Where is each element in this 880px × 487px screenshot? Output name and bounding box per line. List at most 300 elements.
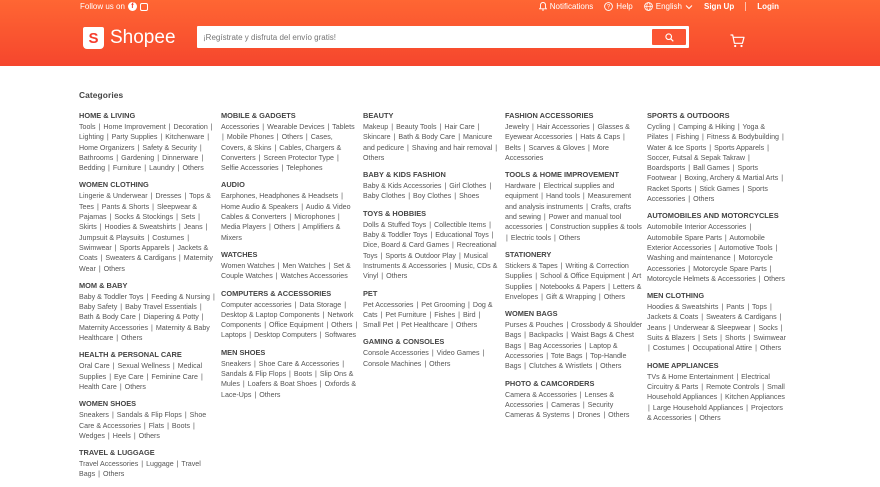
subcategory-link[interactable]: Computer accessories [221,300,292,309]
subcategory-link[interactable]: Automobile Interior Accessories [647,223,747,232]
subcategory-link[interactable]: Feminine Care [151,372,198,381]
subcategory-link[interactable]: Yoga & Pilates [647,123,766,142]
subcategory-link[interactable]: Sweaters & Cardigans [706,313,777,322]
subcategory-link[interactable]: Maternity Wear [79,254,213,273]
subcategory-link[interactable]: Security Cameras & Systems [505,400,614,420]
subcategory-link[interactable]: Underwear & Sleepwear [673,323,751,332]
subcategory-link[interactable]: Stickers & Tapes [505,261,558,270]
subcategory-link[interactable]: Dresses [155,192,182,201]
help-label: Help [616,2,633,11]
subcategory-link[interactable]: Gift & Wrapping [545,292,596,301]
subcategory-link[interactable]: Screen Protector Type [263,153,334,162]
separator: | [545,223,548,232]
subcategory-link[interactable]: Glasses & Eyewear Accessories [505,123,630,142]
subcategory-link[interactable]: Oral Care [79,362,110,371]
subcategory-link[interactable]: Swimwear [79,243,112,252]
subcategory-link[interactable]: Cycling [647,123,671,131]
subcategory-link[interactable]: School & Office Equipment [540,272,625,281]
subcategory-link[interactable]: Lighting [79,133,104,142]
subcategory-link[interactable]: Watches Accessories [280,272,348,281]
category-title[interactable]: PET [363,288,378,298]
subcategory-link[interactable]: Bathrooms [79,153,114,162]
cart-icon [730,34,745,48]
subcategory-link[interactable]: Others [103,264,125,273]
category-title[interactable]: MEN CLOTHING [647,291,705,301]
subcategory-link[interactable]: Skirts [79,223,97,232]
subcategory-link[interactable]: Furniture [112,164,142,173]
separator: | [444,182,447,191]
subcategory-link[interactable]: Hoodies & Sweatshirts [104,223,176,232]
subcategory-link[interactable]: Bird [462,310,476,319]
subcategory-link[interactable]: Mobile Phones [226,133,274,142]
subcategory-link[interactable]: Console Machines [363,359,422,368]
subcategory-link[interactable]: Sweaters & Cardigans [105,254,176,263]
subcategory-link[interactable]: Baby & Toddler Toys [363,231,428,240]
subcategory-link[interactable]: Sets [180,213,196,222]
subcategory-link[interactable]: Jeans [647,323,666,332]
subcategory-link[interactable]: Small Pet [363,321,394,330]
separator: | [393,133,396,142]
subcategory-link[interactable]: Hoodies & Sweatshirts [647,303,719,312]
category-title[interactable]: MEN SHOES [221,347,266,357]
subcategory-link[interactable]: Laundry [149,164,175,173]
instagram-icon[interactable] [140,3,148,11]
subcategory-link[interactable]: More Accessories [505,143,609,162]
category-title[interactable]: HEALTH & PERSONAL CARE [79,350,182,360]
login-link[interactable] [757,2,779,11]
subcategory-link[interactable]: Boy Clothes [413,192,452,201]
separator: | [172,243,175,252]
subcategory-link[interactable]: Shoes [459,192,480,201]
subcategory-link[interactable]: Desktop & Laptop Components [221,310,320,319]
subcategory-link[interactable]: Sports & Outdoor Play [385,251,456,260]
category-title[interactable]: WOMEN SHOES [79,399,137,409]
subcategory-link[interactable]: Pet Furniture [385,310,427,319]
subcategory-link[interactable]: Collectible Items [434,220,487,229]
subcategory-link[interactable]: Others [363,153,385,162]
subcategory-link[interactable]: Home Audio & Speakers [221,202,299,211]
category-title[interactable]: MOBILE & GADGETS [221,111,296,120]
subcategory-link[interactable]: Girl Clothes [449,182,487,191]
subcategory-link[interactable]: Bedding [79,164,106,173]
subcategory-link[interactable]: Swimwear [753,334,786,343]
subcategory-link[interactable]: Jumpsuit & Playsuits [79,233,145,242]
category-title[interactable]: MOM & BABY [79,280,128,290]
subcategory-link[interactable]: Top-Handle Bags [505,352,627,371]
subcategory-link[interactable]: Skincare [363,133,391,142]
subcategory-link[interactable]: Clutches & Wristlets [528,362,593,371]
subcategory-link[interactable]: Travel Accessories [79,460,139,469]
subcategory-link[interactable]: Costumes [152,233,185,242]
subcategory-link[interactable]: Dinnerware [162,153,199,162]
subcategory-link[interactable]: Telephones [286,164,323,173]
separator: | [489,220,491,229]
subcategory-link[interactable]: Boardsports [647,164,686,173]
subcategory-link[interactable]: Pet Grooming [421,300,466,309]
subcategory-link[interactable]: Boots [171,421,191,430]
shopping-bag-icon: S [83,27,104,49]
separator: | [458,133,461,142]
subcategory-link[interactable]: Others [386,272,408,281]
category-title[interactable]: AUTOMOBILES AND MOTORCYCLES [647,211,779,221]
subcategory-link[interactable]: Costumes [652,344,685,353]
subcategory-link[interactable]: Baby Travel Essentials [125,303,197,312]
separator: | [264,321,267,330]
subcategory-link[interactable]: Office Equipment [269,321,324,330]
help-icon [604,2,613,11]
subcategory-link[interactable]: Hats & Caps [580,133,621,142]
subcategory-link[interactable]: Music, CDs & Vinyl [363,261,498,281]
subcategory-link[interactable]: Dog & Cats [363,300,493,319]
subcategory-link[interactable]: Shorts [724,334,746,343]
subcategory-link[interactable]: Sports Footwear [647,164,759,183]
subcategory-link[interactable]: Sports Accessories [647,184,768,204]
subcategory-list [79,361,217,392]
shopee-logo[interactable] [83,27,176,49]
subcategory-link[interactable]: Kitchenware [165,133,205,142]
subcategory-link[interactable]: Diapering & Potty [143,313,199,322]
subcategory-link[interactable]: Women Watches [221,261,275,270]
subcategory-link[interactable]: Sandals & Flip Flops [116,411,182,420]
subcategory-link[interactable]: Feeding & Nursing [151,292,210,301]
subcategory-link[interactable]: Others [121,334,143,343]
subcategory-link[interactable]: Motorcycle Spare Parts [693,264,767,273]
subcategory-link[interactable]: Cameras [551,400,580,409]
subcategory-link[interactable]: Data Storage [299,300,342,309]
separator: | [753,323,756,332]
subcategory-link[interactable]: Softwares [324,331,357,340]
subcategory-link[interactable]: Pet Accessories [363,300,414,309]
category-title[interactable]: TRAVEL & LUGGAGE [79,448,155,458]
subcategory-link[interactable]: Media Players [221,223,266,232]
subcategory-link[interactable]: Scarves & Gloves [528,143,585,152]
subcategory-list [79,410,217,441]
subcategory-link[interactable]: Pet Healthcare [401,321,449,330]
subcategory-link[interactable]: Manicure and pedicure [363,133,493,152]
subcategory-link[interactable]: Jewelry [505,123,530,131]
subcategory-link[interactable]: Motorcycle Accessories [647,254,773,273]
subcategory-link[interactable]: Laptops [221,331,247,340]
subcategory-link[interactable]: Console Accessories [363,349,429,358]
subcategory-link[interactable]: Tote Bags [550,352,583,361]
subcategory-link[interactable]: Others [182,164,204,173]
subcategory-link[interactable]: Tools [79,123,96,131]
subcategory-link[interactable]: Others [763,274,785,283]
subcategory-link[interactable]: Bag Accessories [528,341,582,350]
subcategory-link[interactable]: Camera & Accessories [505,390,577,399]
subcategory-link[interactable]: Soccer, Futsal & Sepak Takraw [647,153,746,162]
subcategory-link[interactable]: Others [603,292,626,301]
category-title[interactable]: AUDIO [221,180,245,190]
subcategory-link[interactable]: Letters & Envelopes [505,282,642,301]
subcategory-link[interactable]: Maternity & Baby Healthcare [79,323,210,343]
subcategory-link[interactable]: Art Supplies [505,272,642,291]
subcategory-link[interactable]: Sneakers [221,359,251,368]
separator: | [648,403,650,412]
subcategory-link[interactable]: Flats [148,421,165,430]
subcategory-link[interactable]: Camping & Hiking [678,123,735,131]
subcategory-link[interactable]: Fishes [434,310,456,319]
subcategory-link[interactable]: Shoe Care & Accessories [79,411,207,430]
subcategory-link[interactable]: Cases, Covers, & Skins [221,133,333,152]
subcategory-link[interactable]: Stick Games [699,184,740,193]
subcategory-link[interactable]: Sets [702,334,718,343]
subcategory-link[interactable]: Waist Bags & Chest Bags [505,331,634,350]
subcategory-link[interactable]: TVs & Home Entertainment [647,372,734,381]
subcategory-link[interactable]: Boxing, Archery & Martial Arts [684,174,779,183]
subcategory-link[interactable]: Network Components [221,310,354,330]
separator: | [109,213,112,222]
subcategory-link[interactable]: Men Watches [282,261,326,270]
subcategory-link[interactable]: Hardware [505,182,536,191]
separator: | [579,390,582,399]
subcategory-link[interactable]: Others [331,321,353,330]
subcategory-link[interactable]: Sandals & Flip Flops [221,370,287,379]
subcategory-link[interactable]: Microphones [294,213,335,222]
subcategory-link[interactable]: Bath & Body Care [79,313,136,322]
subcategory-link[interactable]: Health Care [79,382,117,391]
subcategory-link[interactable]: Wedges [79,431,105,440]
subcategory-link[interactable]: Others [429,359,451,368]
subcategory-link[interactable]: Others [259,390,281,399]
subcategory-link[interactable]: Suits & Blazers [647,334,696,343]
subcategory-list [647,122,787,204]
subcategory-link[interactable]: Others [600,362,622,371]
subcategory-link[interactable]: Tablets [332,123,355,131]
category-title[interactable]: WOMEN CLOTHING [79,180,149,190]
subcategory-link[interactable]: Kitchen Appliances [725,393,785,402]
separator: | [205,223,208,232]
subcategory-link[interactable]: Writing & Correction Supplies [505,261,629,281]
subcategory-link[interactable]: Slip Ons & Mules [221,370,354,389]
separator: | [454,192,457,201]
subcategory-link[interactable]: Others [124,382,146,391]
subcategory-link[interactable]: Jeans [183,223,203,232]
separator: | [541,192,543,201]
subcategory-link[interactable]: Electrical supplies and equipment [505,182,615,201]
subcategory-link[interactable]: Boots [293,370,313,379]
subcategory-link[interactable]: Wearable Devices [267,123,325,131]
subcategory-link[interactable]: Recreational Toys [363,241,497,260]
categories-title: Categories [79,90,124,100]
subcategory-link[interactable]: Audio & Video Cables & Converters [221,202,351,222]
subcategory-link[interactable]: Selfie Accessories [221,164,279,173]
subcategory-link[interactable]: Cables, Chargers & Converters [221,143,342,162]
signup-link[interactable] [704,2,734,11]
subcategory-link[interactable]: Earphones, Headphones & Headsets [221,192,339,201]
category-title[interactable]: BABY & KIDS FASHION [363,170,446,180]
subcategory-link[interactable]: Others [699,413,721,422]
subcategory-link[interactable]: Automotive Tools [718,243,773,252]
subcategory-link[interactable]: Fishing [676,133,699,142]
subcategory-link[interactable]: Occupational Attire [692,344,753,353]
search-input[interactable] [203,30,643,44]
subcategory-link[interactable]: Sports Apparels [714,143,765,152]
category-title[interactable]: WATCHES [221,249,258,259]
separator: | [327,123,330,131]
subcategory-link[interactable]: Medical Supplies [79,362,203,381]
subcategory-link[interactable]: Socks & Stockings [114,213,174,222]
category-title[interactable]: TOOLS & HOME IMPROVEMENT [505,170,620,180]
subcategory-link[interactable]: Drones [577,411,601,420]
subcategory-link[interactable]: Baby & Toddler Toys [79,292,144,301]
subcategory-link[interactable]: Others [138,431,160,440]
subcategory-list [363,220,501,282]
subcategory-link[interactable]: Lenses & Accessories [505,390,615,409]
subcategory-link[interactable]: Tops & Tees [79,192,211,211]
subcategory-link[interactable]: Purses & Pouches [505,321,564,330]
notifications-link[interactable] [539,2,594,11]
subcategory-link[interactable]: Sneakers [79,411,109,420]
category-title[interactable]: GAMING & CONSOLES [363,337,445,347]
subcategory-link[interactable]: Shoe Care & Accessories [258,359,340,368]
subcategory-link[interactable]: Automobile Spare Parts [647,233,722,242]
subcategory-link[interactable]: Electrical Circuitry & Parts [647,372,770,391]
separator: | [747,303,750,312]
subcategory-link[interactable]: Dice, Board & Card Games [363,241,449,250]
subcategory-link[interactable]: Small Household Appliances [647,382,785,402]
subcategory-link[interactable]: Baby & Kids Accessories [363,182,442,191]
subcategory-link[interactable]: Laptop & Accessories [505,341,618,361]
subcategory-link[interactable]: Loafers & Boat Shoes [247,380,317,389]
subcategory-link[interactable]: Others [693,195,715,204]
subcategory-link[interactable]: Remote Controls [706,382,760,391]
subcategory-link[interactable]: Others [102,470,125,479]
category-group [221,250,359,282]
subcategory-link[interactable]: Racket Sports [647,184,692,193]
subcategory-link[interactable]: Others [759,344,782,353]
subcategory-link[interactable]: Jackets & Coats [79,243,209,263]
category-title[interactable]: FASHION ACCESSORIES [505,111,594,120]
subcategory-link[interactable]: Baby Safety [79,303,118,312]
subcategory-link[interactable]: Belts [505,143,521,152]
subcategory-link[interactable]: Sexual Wellness [117,362,170,371]
subcategory-link[interactable]: Water & Ice Sports [647,143,707,152]
separator: | [737,123,740,131]
subcategory-link[interactable]: Others [273,223,296,232]
subcategory-link[interactable]: Crafts, crafts and sewing [505,202,632,222]
subcategory-link[interactable]: Others [608,411,630,420]
subcategory-link[interactable]: Washing and maintenance [647,254,731,263]
subcategory-link[interactable]: Ball Games [693,164,730,173]
subcategory-link[interactable]: Bath & Body Care [398,133,456,142]
subcategory-link[interactable]: Set & Couple Watches [221,261,351,281]
category-title[interactable]: HOME APPLIANCES [647,360,719,370]
subcategory-link[interactable]: Large Household Appliances [652,403,744,412]
separator: | [694,184,697,193]
category-title[interactable]: WOMEN BAGS [505,309,558,319]
subcategory-link[interactable]: Shaving and hair removal [411,143,493,152]
subcategory-link[interactable]: Accessories [221,123,260,131]
cart-button[interactable] [730,34,745,53]
subcategory-link[interactable]: Baby Clothes [363,192,406,201]
category-title[interactable]: BEAUTY [363,111,394,120]
subcategory-link[interactable]: Electric tools [510,233,552,242]
category-title[interactable]: COMPUTERS & ACCESSORIES [221,288,332,298]
subcategory-link[interactable]: Others [558,233,581,242]
category-title[interactable]: HOME & LIVING [79,111,136,120]
subcategory-link[interactable]: Tops [752,303,767,312]
category-group [79,399,217,441]
search-bar [197,26,689,48]
category-title[interactable]: TOYS & HOBBIES [363,208,427,218]
category-title[interactable]: SPORTS & OUTDOORS [647,111,730,120]
follow-label: Follow us on [80,2,125,11]
notifications-label: Notifications [549,2,594,11]
separator: | [688,164,691,173]
subcategory-link[interactable]: Gardening [121,153,155,162]
subcategory-link[interactable]: Dolls & Stuffed Toys [363,220,427,229]
subcategory-link[interactable]: Eye Care [114,372,144,381]
subcategory-link[interactable]: Home Improvement [103,123,166,131]
subcategory-link[interactable]: Safety & Security [142,143,197,152]
subcategory-list [221,191,359,242]
subcategory-link[interactable]: Others [455,321,478,330]
subcategory-link[interactable]: Musical Instruments & Accessories [363,251,488,270]
subcategory-link[interactable]: Lingerie & Underwear [79,192,148,201]
subcategory-link[interactable]: Sleepwear & Pajamas [79,202,198,222]
separator: | [98,264,101,273]
subcategory-link[interactable]: Fitness & Bodybuilding [706,133,779,142]
language-selector[interactable] [644,2,693,11]
separator: | [489,182,492,191]
subcategory-link[interactable]: Measurement and analysis instruments [505,192,632,211]
subcategory-link[interactable]: Others [281,133,303,142]
subcategory-link[interactable]: Video Games [436,349,480,358]
subcategory-link[interactable]: Home Organizers [79,143,135,152]
separator: | [150,192,153,201]
subcategory-link[interactable]: Hair Care [444,123,475,131]
subcategory-link[interactable]: Educational Toys [435,231,489,240]
subcategory-link[interactable]: Oxfords & Lace-Ups [221,380,357,399]
subcategory-link[interactable]: Power and manual tool accessories [505,213,622,232]
subcategory-link[interactable]: Hair Accessories [536,123,590,131]
separator: | [524,362,526,371]
subcategory-link[interactable]: Hand tools [545,192,580,201]
subcategory-link[interactable]: Socks [758,323,778,332]
search-button[interactable] [652,29,686,45]
subcategory-link[interactable]: Makeup [363,123,389,131]
subcategory-link[interactable]: Motorcycle Helmets & Accessories [647,274,756,283]
subcategory-link[interactable]: Backpacks [528,331,564,340]
subcategory-link[interactable]: Crossbody & Shoulder Bags [505,321,643,340]
subcategory-link[interactable]: Amplifiers & Mixers [221,223,341,242]
subcategory-link[interactable]: Pants [726,303,745,312]
subcategory-link[interactable]: Heels [112,431,131,440]
facebook-icon[interactable]: f [128,2,137,11]
help-link[interactable] [604,2,632,11]
subcategory-link[interactable]: Beauty Tools [396,123,437,131]
subcategory-link[interactable]: Pants & Shorts [101,202,150,211]
subcategory-link[interactable]: Projectors & Accessories [647,403,783,422]
subcategory-link[interactable]: Jackets & Coats [647,313,699,322]
subcategory-link[interactable]: Notebooks & Papers [540,282,606,291]
subcategory-link[interactable]: Sports Apparels [119,243,170,252]
subcategory-link[interactable]: Luggage [146,460,174,469]
category-title[interactable]: PHOTO & CAMCORDERS [505,378,595,388]
category-title[interactable]: STATIONERY [505,249,552,259]
subcategory-link[interactable]: Maternity Accessories [79,323,148,332]
separator: | [688,264,691,273]
subcategory-link[interactable]: Travel Bags [79,460,201,479]
subcategory-link[interactable]: Desktop Computers [254,331,317,340]
subcategory-link[interactable]: Decoration [173,123,208,131]
subcategory-link[interactable]: Construction supplies & tools [550,223,642,232]
separator: | [523,143,526,152]
subcategory-link[interactable]: Party Supplies [111,133,158,142]
separator: | [781,174,784,183]
subcategory-link[interactable]: Automobile Exterior Accessories [647,233,765,252]
